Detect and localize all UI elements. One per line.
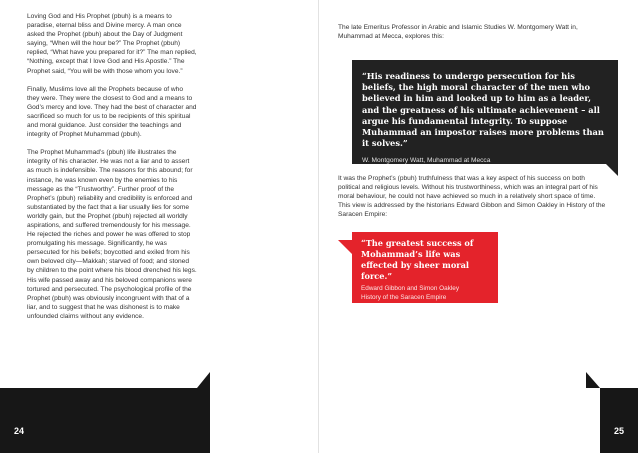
paragraph-integrity: The Prophet Muhammad’s (pbuh) life illustrates the integrity of his character. He was not a liar and to assert as much is indefensible. The reasons for this abound; for instance, he was known even by the enemies to his message as the “Trustworthy”. Further proof of the Prophet’s (pbuh) reliability and credibility is enforced and substantiated by the fact that a liar usually lies for some worldly gain, but the Prophet (pbuh) rejected all worldly aspirations, and suffered tremendously for his message. He rejected the riches and power he was offered to stop promulgating his message. Significantly, he was persecuted for his beliefs; boycotted and exiled from his own beloved city—Makkah; starved of food; and stoned by children to the point where his blood drenched his legs. His wife passed away and his beloved companions were tortured and persecuted. The psychological profile of the Prophet (pbuh) was obviously incongruent with that of a liar, and to suggest that he was dishonest is to make unfounded claims without any evidence.: [27, 149, 197, 320]
watt-quote-callout: [338, 52, 618, 164]
intro-paragraph: The late Emeritus Professor in Arabic and Islamic Studies W. Montgomery Watt in, Muhammad at Mecca, explores this:: [338, 24, 578, 40]
gibbon-citation-title: History of the Saracen Empire: [361, 293, 447, 301]
left-page-text-column: [27, 12, 197, 321]
gibbon-quote-box: [352, 232, 498, 303]
gibbon-quote-tail: [338, 240, 352, 254]
watt-quote-box: [352, 60, 618, 164]
gibbon-quote-text: “The greatest success of Mohammad’s life was effected by sheer moral force.”: [361, 238, 474, 281]
gibbon-citation-authors: Edward Gibbon and Simon Oakley: [361, 285, 460, 292]
gibbon-quote-citation: [361, 285, 490, 303]
paragraph-love-of-prophet: Loving God and His Prophet (pbuh) is a means to paradise, eternal bliss and Divine mercy. A man once asked the Prophet (pbuh) about the Day of Judgment saying, “When will the hour be?” The Prophet (pbuh) replied, “What have you prepared for it?” The man replied, “Nothing, except that I love God and His Apostle.” The Prophet said, “You will be with those whom you love.”: [27, 13, 197, 75]
watt-quote-text: “His readiness to undergo persecution for his beliefs, the high moral character of the men who believed in him and looked up to him as a leader, and the greatness of his ultimate achievement – all argue his fundamental integrity. To suppose Muhammad an impostor raises more problems than it solves.”: [362, 71, 604, 149]
page-number-right: 25: [614, 426, 625, 436]
watt-quote-citation: W. Montgomery Watt, Muhammad at Mecca: [362, 157, 491, 165]
left-footer-block: [0, 388, 210, 453]
page-gutter: [318, 0, 319, 453]
right-footer-notch: [586, 372, 600, 388]
right-footer-block: [600, 388, 638, 453]
paragraph-love-all-prophets: Finally, Muslims love all the Prophets because of who they were. They were the closest to God and a means to God’s mercy and love. They had the best of character and sacrificed so much for us to be recipients of this spiritual and moral guidance. Just consider the teachings and integrity of Prophet Muhammad (pbuh).: [27, 85, 197, 139]
page-number-left: 24: [14, 426, 25, 436]
truthfulness-paragraph: It was the Prophet’s (pbuh) truthfulness that was a key aspect of his success on both political and religious levels. Without his trustworthiness, which was an integral part of his moral behaviour, he could not have achieved so much in a relatively short space of time. This view is addressed by the historians Edward Gibbon and Simon Oakley in History of the Saracen Empire:: [338, 175, 606, 218]
left-footer-notch: [197, 372, 210, 388]
